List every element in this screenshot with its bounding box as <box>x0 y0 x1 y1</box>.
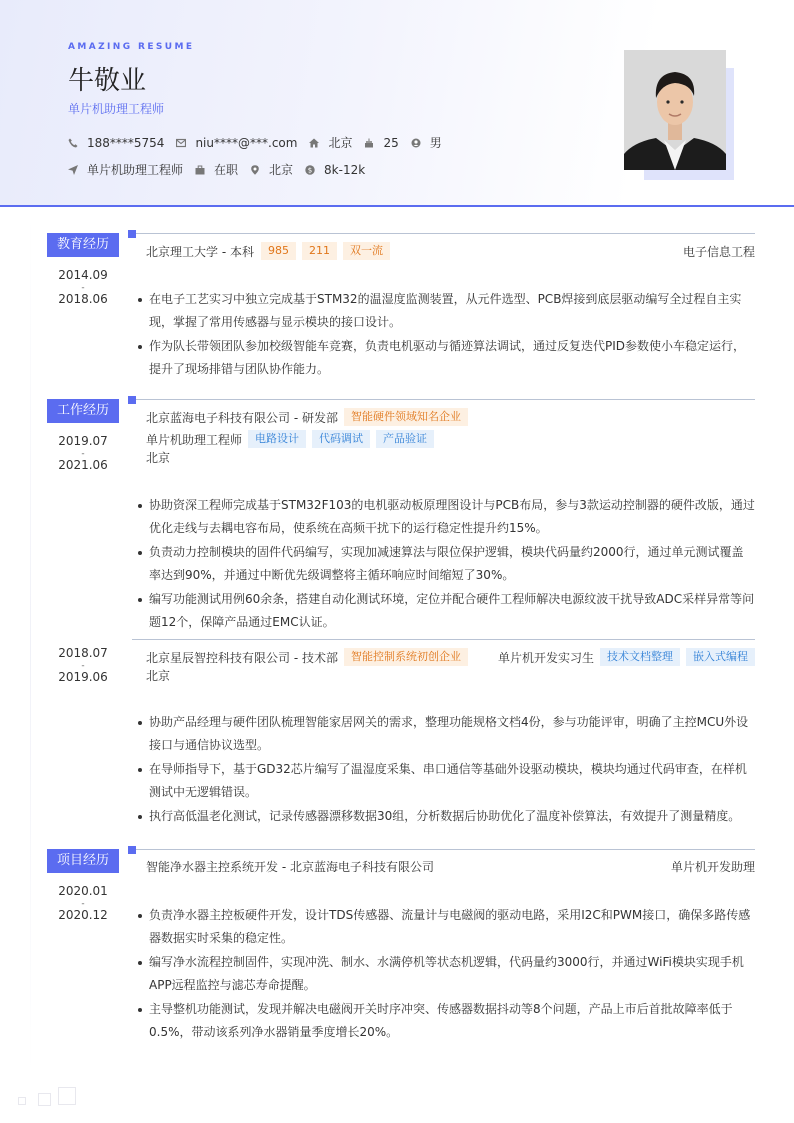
company-tag: 智能硬件领域知名企业 <box>344 408 468 426</box>
city-text: 北京 <box>269 163 294 177</box>
edu-tag: 985 <box>261 242 296 260</box>
status-text: 在职 <box>214 163 239 177</box>
decor-square <box>38 1093 51 1106</box>
work1-company-row <box>146 408 755 426</box>
city-item <box>250 161 293 178</box>
list-item: 负责动力控制模块的固件代码编写，实现加减速算法与限位保护逻辑，模块代码量约2000行，通过单元测试覆盖率达到90%，并通过中断优先级调整将主循环响应时间缩短了30%。 <box>137 541 755 587</box>
list-item: 主导整机功能测试，发现并解决电磁阀开关时序冲突、传感器数据抖动等8个问题，产品上市后首批故障率低于0.5%，带动该系列净水器销量季度增长20%。 <box>137 998 755 1044</box>
project-name: 智能净水器主控系统开发 - 北京蓝海电子科技有限公司 <box>146 860 434 874</box>
send-icon <box>68 165 78 175</box>
list-item: 执行高低温老化测试，记录传感器漂移数据30组，分析数据后协助优化了温度补偿算法，有效提升了测量精度。 <box>137 805 755 828</box>
home-icon <box>309 138 319 148</box>
role-name: 单片机开发实习生 <box>497 650 594 665</box>
list-item: 负责净水器主控板硬件开发，设计TDS传感器、流量计与电磁阀的驱动电路，采用I2C和PWM接口，确保多路传感器数据实时采集的稳定性。 <box>137 904 755 950</box>
phone-item <box>68 136 164 150</box>
briefcase-icon <box>195 165 205 175</box>
date-separator: - <box>81 661 85 671</box>
work1-role-row <box>146 430 755 448</box>
edu-start-date: 2014.09 <box>58 268 108 282</box>
work2-bullet-list <box>137 711 755 829</box>
status-item <box>195 161 238 178</box>
salary-item <box>305 163 365 177</box>
mail-icon <box>176 138 186 148</box>
edu-bullet-list <box>137 288 755 382</box>
list-item: 编写功能测试用例60余条，搭建自动化测试环境，定位并配合硬件工程师解决电源纹波干扰导致ADC采样异常等问题12个，保障产品通过EMC认证。 <box>137 588 755 634</box>
work1-city: 北京 <box>146 451 171 465</box>
intent-item <box>68 161 183 178</box>
company-name: 北京蓝海电子科技有限公司 - 研发部 <box>146 410 338 425</box>
contact-info-row <box>68 134 454 151</box>
project-start-date: 2020.01 <box>58 884 108 898</box>
skill-tag: 嵌入式编程 <box>686 648 755 666</box>
gender-item <box>411 134 442 151</box>
sidebar-rule <box>30 215 31 1075</box>
profile-photo <box>624 50 726 170</box>
work2-city: 北京 <box>146 669 171 683</box>
section-marker <box>128 396 136 404</box>
home-text: 北京 <box>328 136 353 150</box>
decor-square <box>58 1087 76 1105</box>
list-item: 编写净水流程控制固件，实现冲洗、制水、水满停机等状态机逻辑，代码量约3000行，并通过WiFi模块实现手机APP远程监控与滤芯寿命提醒。 <box>137 951 755 997</box>
gender-icon <box>411 138 421 148</box>
work2-company-row <box>146 648 755 666</box>
section-marker <box>128 846 136 854</box>
company-tag: 智能控制系统初创企业 <box>344 648 468 666</box>
money-icon <box>305 165 315 175</box>
section-divider <box>132 849 755 850</box>
candidate-name: 牛敬业 <box>68 66 147 96</box>
section-title-work: 工作经历 <box>47 399 119 423</box>
work1-bullet-list <box>137 494 755 635</box>
email-text: niu****@***.com <box>195 135 298 150</box>
age-text: 25 <box>383 135 399 150</box>
project-role: 单片机开发助理 <box>670 860 755 874</box>
date-separator: - <box>81 283 85 293</box>
skill-tag: 代码调试 <box>312 430 370 448</box>
major-name: 电子信息工程 <box>682 244 755 259</box>
edu-header-row <box>146 242 755 260</box>
phone-icon <box>68 138 78 148</box>
skill-tag: 电路设计 <box>248 430 306 448</box>
work2-end-date: 2019.06 <box>58 670 108 684</box>
list-item: 在导师指导下，基于GD32芯片编写了温湿度采集、串口通信等基础外设驱动模块，模块均通过代码审查，在样机测试中无逻辑错误。 <box>137 758 755 804</box>
skill-tag: 产品验证 <box>376 430 434 448</box>
salary-text: 8k-12k <box>324 162 366 177</box>
work1-end-date: 2021.06 <box>58 458 108 472</box>
header-tagline: AMAZING RESUME <box>68 42 195 52</box>
company-name: 北京星辰智控科技有限公司 - 技术部 <box>146 650 338 665</box>
list-item: 协助产品经理与硬件团队梳理智能家居网关的需求，整理功能规格文档4份，参与功能评审，明确了主控MCU外设接口与通信协议选型。 <box>137 711 755 757</box>
role-name: 单片机助理工程师 <box>146 432 243 447</box>
edu-tag: 211 <box>302 242 337 260</box>
school-name: 北京理工大学 - 本科 <box>146 244 254 259</box>
list-item: 在电子工艺实习中独立完成基于STM32的温湿度监测装置，从元件选型、PCB焊接到底层驱动编写全过程自主实现，掌握了常用传感器与显示模块的接口设计。 <box>137 288 755 334</box>
list-item: 作为队长带领团队参加校级智能车竞赛，负责电机驱动与循迹算法调试，通过反复迭代PID参数使小车稳定运行，提升了现场排错与团队协作能力。 <box>137 335 755 381</box>
section-divider <box>132 399 755 400</box>
gender-text: 男 <box>429 136 442 150</box>
section-divider <box>132 233 755 234</box>
project-header-row <box>146 858 755 875</box>
work1-start-date: 2019.07 <box>58 434 108 448</box>
section-title-education: 教育经历 <box>47 233 119 257</box>
svg-text:$: $ <box>307 166 313 175</box>
location-icon <box>250 165 260 175</box>
candidate-title: 单片机助理工程师 <box>68 102 165 116</box>
intent-text: 单片机助理工程师 <box>87 163 184 177</box>
edu-end-date: 2018.06 <box>58 292 108 306</box>
age-item <box>364 136 398 150</box>
decor-square <box>18 1097 26 1105</box>
section-title-project: 项目经历 <box>47 849 119 873</box>
date-separator: - <box>81 449 85 459</box>
project-end-date: 2020.12 <box>58 908 108 922</box>
job-info-row <box>68 161 377 178</box>
date-separator: - <box>81 899 85 909</box>
entry-divider <box>132 639 755 640</box>
skill-tag: 技术文档整理 <box>600 648 680 666</box>
cake-icon <box>364 138 374 148</box>
project-bullet-list <box>137 904 755 1045</box>
edu-tag: 双一流 <box>343 242 390 260</box>
section-marker <box>128 230 136 238</box>
work2-start-date: 2018.07 <box>58 646 108 660</box>
phone-text: 188****5754 <box>87 135 165 150</box>
home-item <box>309 134 352 151</box>
email-item <box>176 136 297 150</box>
person-portrait <box>624 50 726 170</box>
list-item: 协助资深工程师完成基于STM32F103的电机驱动板原理图设计与PCB布局，参与3款运动控制器的硬件改版，通过优化走线与去耦电容布局，使系统在高频干扰下的运行稳定性提升约15%。 <box>137 494 755 540</box>
